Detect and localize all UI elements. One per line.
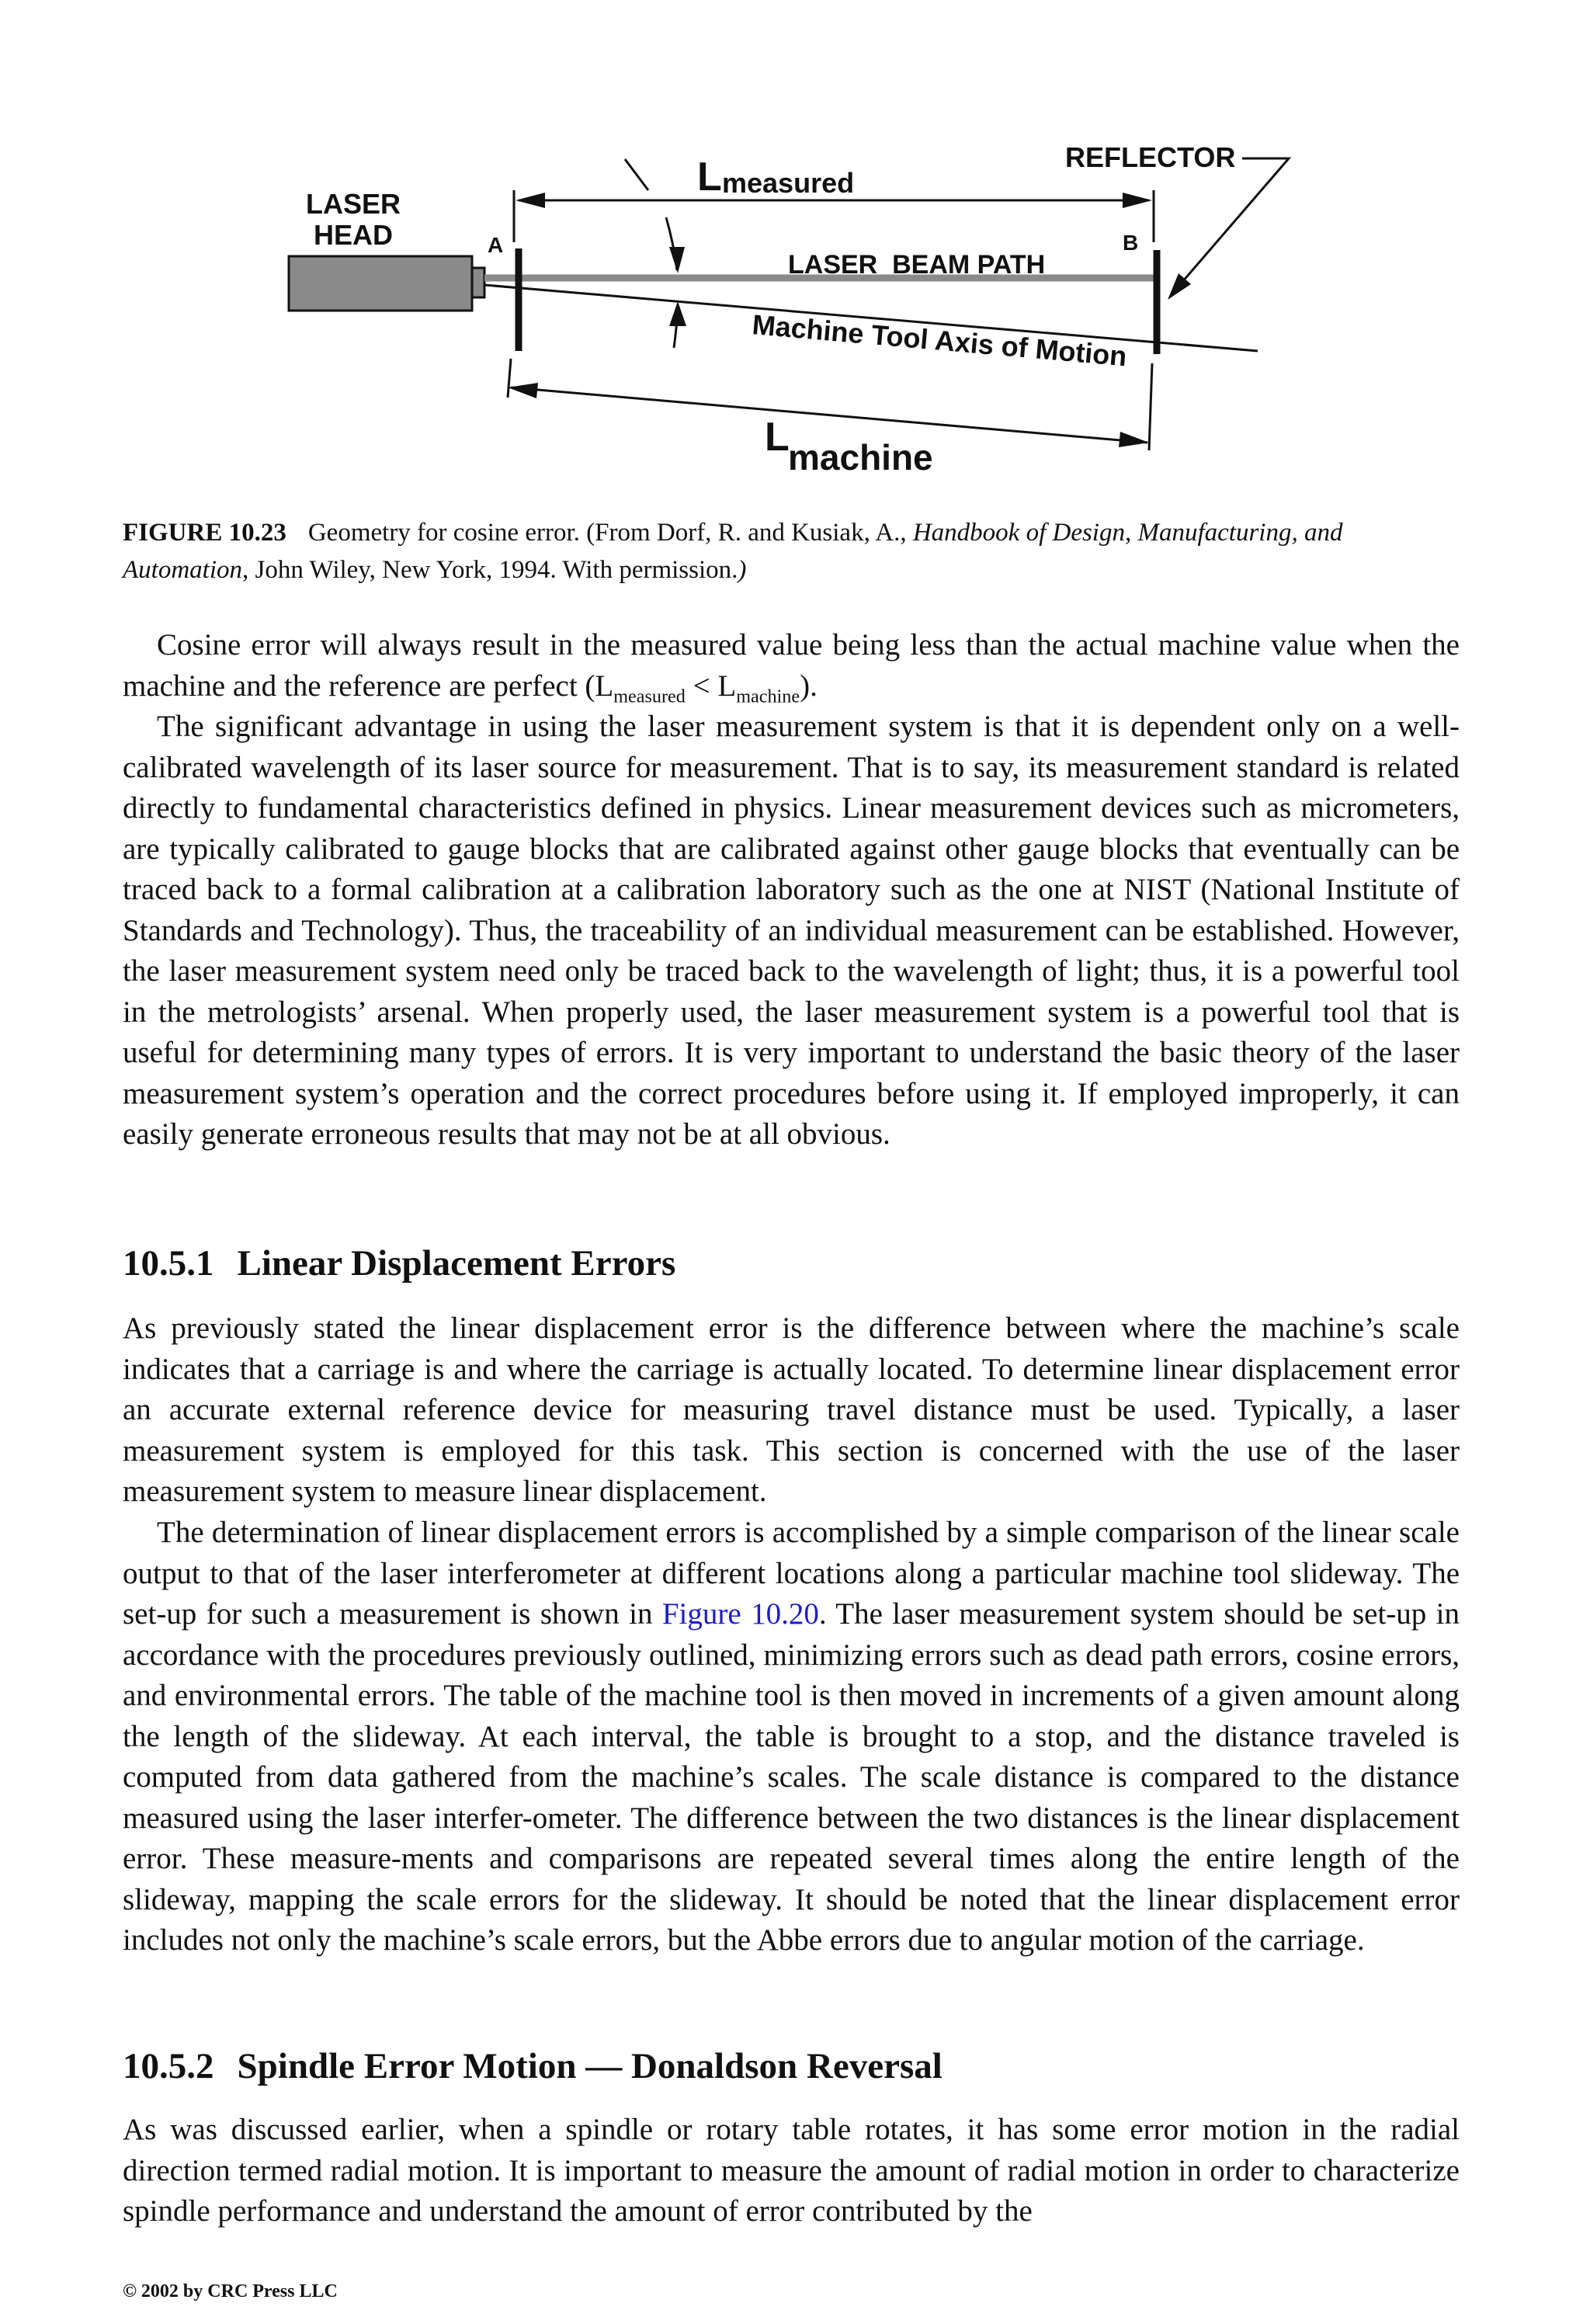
l-machine-arrowhead-right	[1119, 432, 1149, 447]
section-heading-10-5-2	[123, 2045, 943, 2087]
beam-path-label: LASER BEAM PATH	[788, 250, 1046, 280]
paragraph-linear-displacement-method	[123, 1513, 1460, 1961]
l-measured-subscript: measured	[722, 167, 855, 199]
caption-text-after: , John Wiley, New York, 1994. With permission.	[242, 556, 738, 584]
cosine-error-figure	[0, 0, 1590, 497]
l-measured-label: L	[697, 155, 722, 200]
para1-sub-machine: machine	[736, 685, 800, 707]
point-a-label: A	[488, 233, 504, 257]
para4-before: The determination of linear displacement errors is accomplished by a simple comparison of the linear scale output to that of the laser interferometer at different locations along a particular machine tool slideway. The set-up for such a measurement is shown in	[123, 1516, 1460, 1631]
section-number: 10.5.1	[123, 1243, 214, 1284]
paragraph-spindle-error: As was discussed earlier, when a spindle or rotary table rotates, it has some error motion in the radial direction termed radial motion. It is important to measure the amount of radial motion in order to characterize spindle performance and understand the amount of error contributed by the	[123, 2113, 1460, 2228]
caption-book-title: Handbook of Design, Manufacturing, and Automation	[123, 519, 1343, 584]
figure-10-20-link[interactable]: Figure 10.20	[661, 1597, 819, 1631]
angle-arrowhead-up	[669, 301, 686, 326]
figure-caption	[123, 514, 1460, 589]
section-heading-10-5-1	[123, 1242, 675, 1284]
paragraph-linear-displacement-intro: As previously stated the linear displacement error is the difference between where the machine’s scale indicates that a carriage is and where the carriage is actually located. To determine linear displacement error an accurate external reference device for measuring travel distance must be used. Typically, a laser measurement system is employed for this task. This section is concerned with the use of the laser measurement system to measure linear displacement.	[123, 1311, 1460, 1508]
l-machine-subscript: machine	[788, 437, 933, 478]
section-title: Linear Displacement Errors	[237, 1243, 676, 1284]
para1-mid: < L	[685, 669, 737, 703]
l-measured-arrowhead-right	[1123, 193, 1152, 208]
l-machine-tick-right	[1149, 363, 1152, 450]
para1-text: Cosine error will always result in the measured value being less than the actual machine value when the machine and the reference are perfect (L	[123, 628, 1460, 703]
paragraph-laser-advantage: The significant advantage in using the laser measurement system is that it is dependent only on a well-calibrated wavelength of its laser source for measurement. That is to say, its measurement standard is related directly to fundamental characteristics defined in physics. Linear measurement devices such as micrometers, are typically calibrated to gauge blocks that are calibrated against other gauge blocks that eventually can be traced back to a formal calibration at a calibration laboratory such as the one at NIST (National Institute of Standards and Technology). Thus, the traceability of an individual measurement can be established. However, the laser measurement system need only be traced back to the wavelength of light; thus, it is a powerful tool in the metrologists’ arsenal. When properly used, the laser measurement system is a powerful tool that is useful for determining many types of errors. It is very important to understand the basic theory of the laser measurement system’s operation and the correct procedures before using it. If employed improperly, it can easily generate erroneous results that may not be at all obvious.	[123, 710, 1460, 1151]
caption-text-before: Geometry for cosine error. (From Dorf, R. and Kusiak, A.,	[307, 519, 913, 547]
angle-arrowhead-down	[669, 247, 685, 273]
para1-end: ).	[800, 669, 818, 703]
paragraph-cosine-error	[123, 625, 1460, 707]
l-machine-arrow-line	[511, 387, 1147, 443]
l-machine-tick-left	[508, 359, 511, 398]
l-machine-label: L	[765, 415, 790, 460]
section-title: Spindle Error Motion — Donaldson Reversal	[237, 2046, 943, 2086]
section-number: 10.5.2	[123, 2046, 214, 2086]
point-b-label: B	[1123, 231, 1139, 255]
laser-head-label-2: HEAD	[313, 219, 394, 251]
axis-of-motion-label: Machine Tool Axis of Motion	[751, 308, 1129, 373]
laser-head-box	[289, 256, 472, 311]
reflector-label: REFLECTOR	[1065, 141, 1236, 173]
para1-sub-measured: measured	[613, 685, 686, 707]
caption-close: )	[738, 556, 747, 584]
angle-leader-top	[625, 159, 648, 190]
copyright-footer: © 2002 by CRC Press LLC	[123, 2281, 338, 2301]
laser-head-label-1: LASER	[305, 188, 401, 220]
para4-after: . The laser measurement system should be set-up in accordance with the procedures previously outlined, minimizing errors such as dead path errors, cosine errors, and environmental errors. The table of the machine tool is then moved in increments of a given amount along the length of the slideway. At each interval, the table is brought to a stop, and the distance traveled is computed from data gathered from the machine’s scales. The scale distance is compared to the distance measured using the laser interfer-ometer. The difference between the two distances is the linear displacement error. These measure-ments and comparisons are repeated several times along the entire length of the slideway, mapping the scale errors for the slideway. It should be noted that the linear displacement error includes not only the machine’s scale errors, but the Abbe errors due to angular motion of the carriage.	[123, 1597, 1460, 1957]
figure-label: FIGURE 10.23	[123, 519, 286, 547]
reflector-leader	[1172, 158, 1289, 294]
l-measured-arrowhead-left	[516, 193, 545, 208]
laser-aperture	[472, 268, 484, 297]
l-machine-arrowhead-left	[508, 383, 538, 398]
